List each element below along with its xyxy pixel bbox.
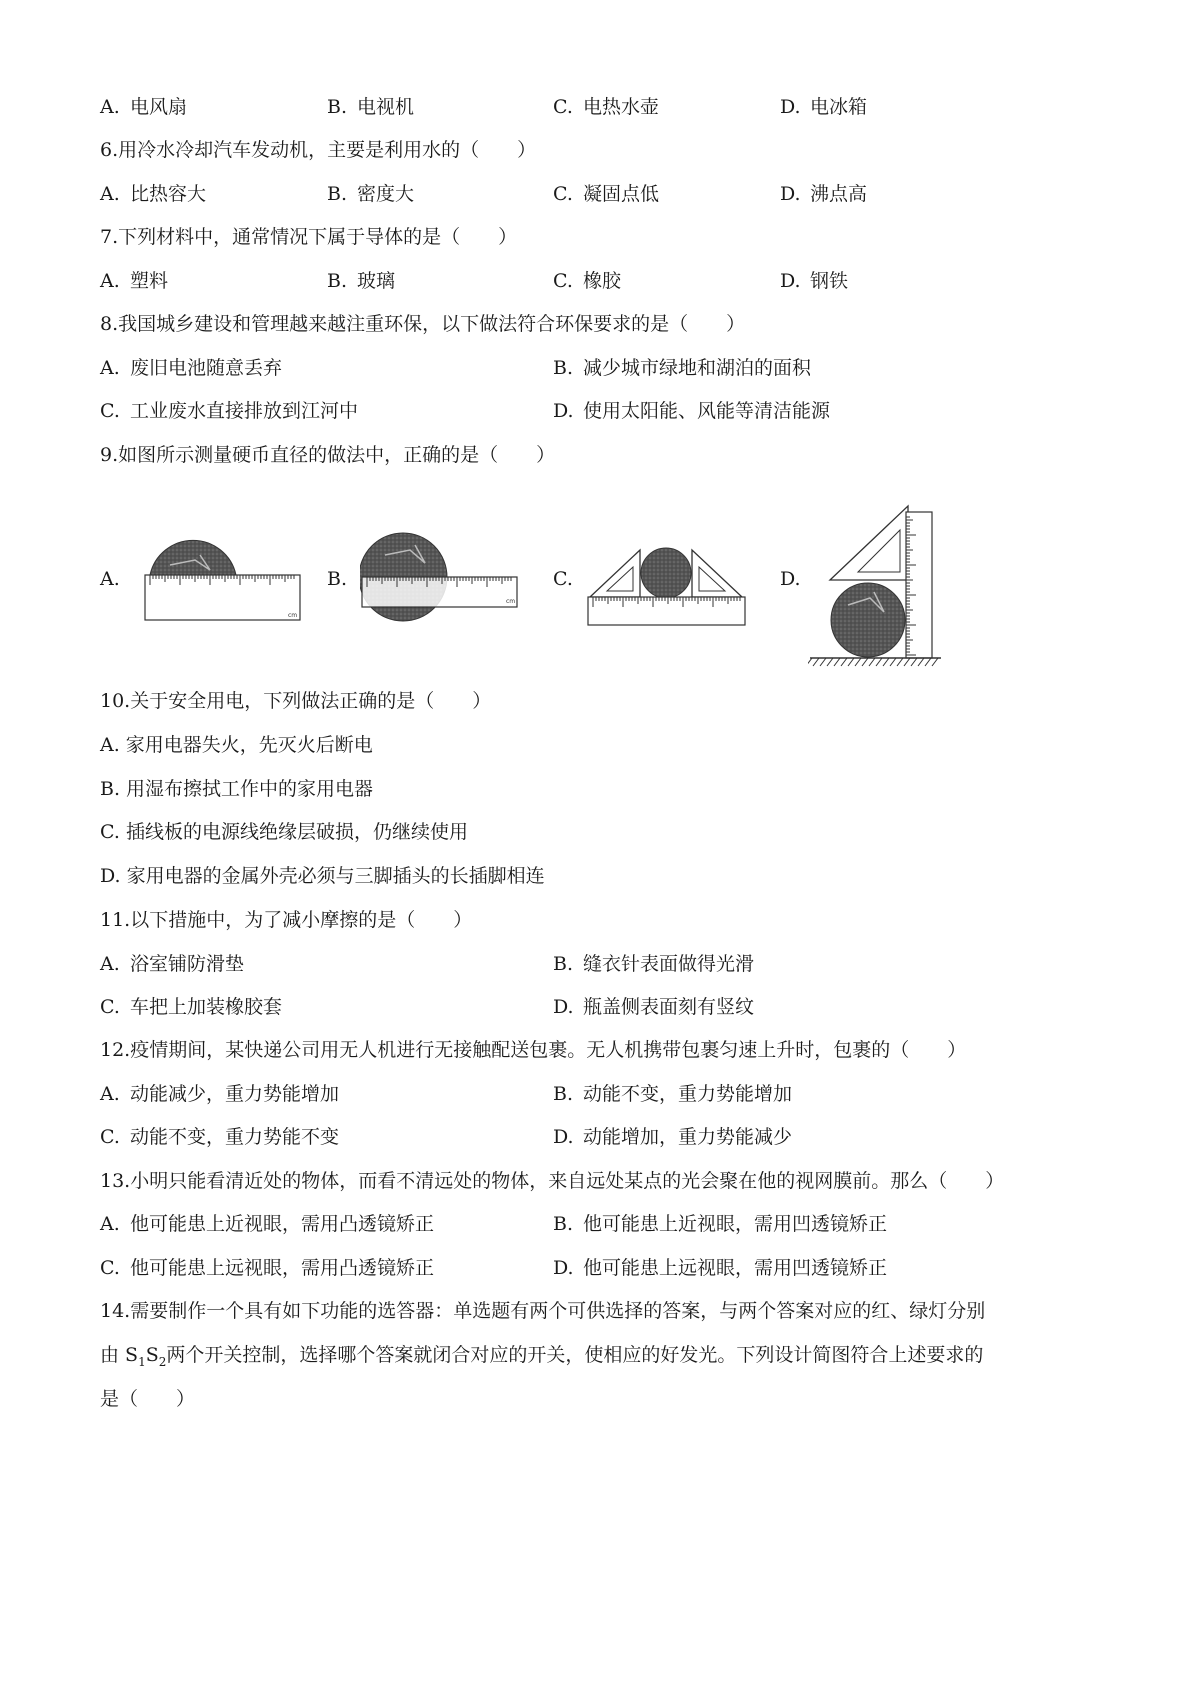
- ground-hatch: [904, 658, 910, 666]
- q6-option-a: A. 比热容大: [100, 183, 207, 205]
- q12-option-a: A. 动能减少，重力势能增加: [100, 1083, 340, 1105]
- q14-stem-line1: 14.需要制作一个具有如下功能的选答器：单选题有两个可供选择的答案，与两个答案对应的红、绿灯分别: [100, 1300, 986, 1322]
- q5-option-b: B. 电视机: [327, 96, 415, 118]
- q9-figure-d: [808, 500, 943, 680]
- q8-option-c: C. 工业废水直接排放到江河中: [100, 400, 359, 422]
- ground-hatch: [869, 658, 875, 666]
- q10-option-d: D. 家用电器的金属外壳必须与三脚插头的长插脚相连: [100, 865, 545, 887]
- q9-figure-a: [140, 525, 310, 630]
- q13-option-a: A. 他可能患上近视眼，需用凸透镜矫正: [100, 1213, 435, 1235]
- q7-option-a: A. 塑料: [100, 270, 169, 292]
- ground-hatch: [848, 658, 854, 666]
- ground-hatch: [897, 658, 903, 666]
- ground-hatch: [932, 658, 938, 666]
- q13-option-b: B. 他可能患上近视眼，需用凹透镜矫正: [553, 1213, 888, 1235]
- q9-option-d-label: D.: [780, 568, 801, 590]
- q13-stem: 13.小明只能看清近处的物体，而看不清远处的物体，来自远处某点的光会聚在他的视网膜前。那么（ ）: [100, 1170, 1005, 1192]
- ground-hatch: [841, 658, 847, 666]
- q7-option-b: B. 玻璃: [327, 270, 396, 292]
- q5-option-a: A. 电风扇: [100, 96, 188, 118]
- q6-option-b: B. 密度大: [327, 183, 415, 205]
- q8-option-b: B. 减少城市绿地和湖泊的面积: [553, 357, 812, 379]
- q5-option-d: D. 电冰箱: [780, 96, 868, 118]
- q8-option-a: A. 废旧电池随意丢弃: [100, 357, 283, 379]
- q9-option-b-label: B.: [327, 568, 348, 590]
- q11-option-c: C. 车把上加装橡胶套: [100, 996, 283, 1018]
- ground-hatch: [876, 658, 882, 666]
- q9-figure-c: [585, 525, 750, 635]
- ground-hatch: [813, 658, 819, 666]
- svg-text:cm: cm: [506, 598, 516, 605]
- q8-stem: 8.我国城乡建设和管理越来越注重环保，以下做法符合环保要求的是（ ）: [100, 313, 746, 335]
- q10-option-c: C. 插线板的电源线绝缘层破损，仍继续使用: [100, 821, 468, 843]
- q12-option-c: C. 动能不变，重力势能不变: [100, 1126, 340, 1148]
- q7-option-d: D. 钢铁: [780, 270, 849, 292]
- ground-hatch: [925, 658, 931, 666]
- q10-stem: 10.关于安全用电，下列做法正确的是（ ）: [100, 690, 492, 712]
- ground-hatch: [918, 658, 924, 666]
- q7-option-c: C. 橡胶: [553, 270, 622, 292]
- q5-option-c: C. 电热水壶: [553, 96, 660, 118]
- ground-hatch: [862, 658, 868, 666]
- q8-option-d: D. 使用太阳能、风能等清洁能源: [553, 400, 831, 422]
- ground-hatch: [883, 658, 889, 666]
- q9-figure-b: [360, 525, 525, 630]
- q7-stem: 7.下列材料中，通常情况下属于导体的是（ ）: [100, 226, 518, 248]
- q11-option-b: B. 缝衣针表面做得光滑: [553, 953, 755, 975]
- q12-option-d: D. 动能增加，重力势能减少: [553, 1126, 793, 1148]
- q10-option-b: B. 用湿布擦拭工作中的家用电器: [100, 778, 374, 800]
- q13-option-d: D. 他可能患上远视眼，需用凹透镜矫正: [553, 1257, 888, 1279]
- ground-hatch: [890, 658, 896, 666]
- q6-option-c: C. 凝固点低: [553, 183, 660, 205]
- q6-stem: 6.用冷水冷却汽车发动机，主要是利用水的（ ）: [100, 139, 537, 161]
- q12-option-b: B. 动能不变，重力势能增加: [553, 1083, 793, 1105]
- q11-stem: 11.以下措施中，为了减小摩擦的是（ ）: [100, 909, 473, 931]
- ground-hatch: [808, 658, 812, 666]
- q10-option-a: A. 家用电器失火，先灭火后断电: [100, 734, 373, 756]
- q11-option-d: D. 瓶盖侧表面刻有竖纹: [553, 996, 755, 1018]
- q6-option-d: D. 沸点高: [780, 183, 868, 205]
- ground-hatch: [820, 658, 826, 666]
- svg-text:cm: cm: [288, 612, 298, 619]
- ground-hatch: [855, 658, 861, 666]
- q9-option-c-label: C.: [553, 568, 573, 590]
- q13-option-c: C. 他可能患上远视眼，需用凸透镜矫正: [100, 1257, 435, 1279]
- ground-hatch: [834, 658, 840, 666]
- q14-stem-line2: 由 $S_1S_2$两个开关控制，选择哪个答案就闭合对应的开关，使相应的好发光。下列设计简图符合上述要求的: [100, 1344, 984, 1369]
- q9-stem: 9.如图所示测量硬币直径的做法中，正确的是（ ）: [100, 444, 556, 466]
- q12-stem: 12.疫情期间，某快递公司用无人机进行无接触配送包裹。无人机携带包裹匀速上升时，包裹的（ ）: [100, 1039, 967, 1061]
- q9-option-a-label: A.: [100, 568, 120, 590]
- q14-stem-line3: 是（ ）: [100, 1388, 196, 1410]
- q11-option-a: A. 浴室铺防滑垫: [100, 953, 245, 975]
- ground-hatch: [911, 658, 917, 666]
- ground-hatch: [827, 658, 833, 666]
